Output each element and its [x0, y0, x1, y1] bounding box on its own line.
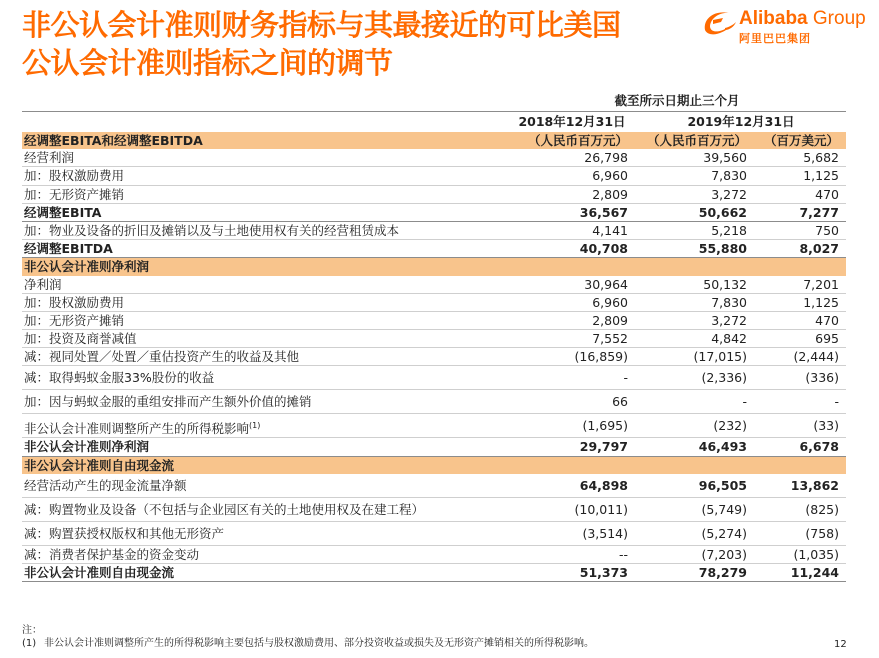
col1-date-header: 2018年12月31日 — [514, 112, 630, 133]
value-col1: 26,798 — [584, 150, 628, 166]
value-col3: 1,125 — [803, 168, 839, 184]
value-col3: 7,201 — [803, 276, 839, 292]
table-row — [22, 522, 846, 546]
table-row — [22, 438, 846, 456]
footnote — [22, 624, 594, 650]
value-col3: 6,678 — [799, 439, 839, 455]
value-col3: 13,862 — [790, 477, 839, 493]
unit-header-col2: （人民币百万元） — [646, 133, 747, 148]
value-col1: 36,567 — [579, 204, 628, 220]
value-col1: 29,797 — [579, 439, 628, 455]
table-row — [22, 546, 846, 564]
row-label: 非公认会计准则自由现金流 — [24, 565, 175, 580]
value-col3: 1,125 — [803, 294, 839, 310]
value-col1: 2,809 — [592, 186, 628, 202]
value-col1: - — [623, 370, 628, 386]
row-label: 减：取得蚂蚁金服33%股份的收益 — [24, 370, 215, 386]
section-header — [22, 457, 846, 474]
row-label: 经调整EBITDA — [24, 241, 113, 257]
footnote-number: (1) — [22, 638, 37, 649]
value-col2: 50,662 — [698, 204, 747, 220]
logo-english-text: Alibaba Group — [739, 8, 866, 29]
row-label: 经调整EBITA — [24, 204, 102, 220]
section-header — [22, 258, 846, 275]
value-col2: 4,842 — [711, 331, 747, 347]
table-row — [22, 186, 846, 204]
row-label: 加：无形资产摊销 — [24, 312, 125, 328]
value-col2: 7,830 — [711, 168, 747, 184]
table-row — [22, 414, 846, 438]
value-col2: 5,218 — [711, 222, 747, 238]
value-col2: 3,272 — [711, 312, 747, 328]
row-label: 加：股权激励费用 — [24, 294, 125, 310]
value-col3: 695 — [815, 331, 839, 347]
value-col3: 470 — [815, 312, 839, 328]
reconciliation-table — [22, 91, 846, 582]
value-col3: (1,035) — [793, 546, 839, 562]
value-col2: 96,505 — [698, 477, 747, 493]
table-row — [22, 366, 846, 390]
value-col1: 40,708 — [579, 241, 628, 257]
value-col3: 5,682 — [803, 150, 839, 166]
footnote-text: 非公认会计准则调整所产生的所得税影响主要包括与股权激励费用、部分投资收益或损失及无形资产摊销相关的所得税影响。 — [44, 638, 594, 649]
value-col3: 750 — [815, 222, 839, 238]
value-col2: 55,880 — [698, 241, 747, 257]
value-col2: 39,560 — [703, 150, 747, 166]
value-col2: (2,336) — [701, 370, 747, 386]
row-label: 非公认会计准则净利润 — [24, 439, 150, 455]
value-col2: 50,132 — [703, 276, 747, 292]
value-col3: (758) — [805, 525, 839, 541]
value-col1: (16,859) — [574, 349, 628, 365]
value-col1: 66 — [612, 394, 628, 410]
logo-chinese-text: 阿里巴巴集团 — [739, 32, 811, 45]
value-col1: 6,960 — [592, 294, 628, 310]
value-col1: 64,898 — [579, 477, 628, 493]
col2-date-header: 2019年12月31日 — [636, 112, 846, 133]
value-col1: (3,514) — [582, 525, 628, 541]
section-title: 经调整EBITA和经调整EBITDA — [24, 133, 203, 148]
title-line-1: 非公认会计准则财务指标与其最接近的可比美国 — [22, 8, 621, 42]
row-label: 加：投资及商誉减值 — [24, 331, 137, 347]
table-row — [22, 204, 846, 222]
value-col1: 4,141 — [592, 222, 628, 238]
value-col1: 30,964 — [584, 276, 628, 292]
date-header-row — [22, 112, 846, 132]
section-title: 非公认会计准则自由现金流 — [24, 457, 175, 473]
value-col3: 8,027 — [799, 241, 839, 257]
row-label: 减：消费者保护基金的资金变动 — [24, 546, 200, 562]
row-label: 减：购置物业及设备（不包括与企业园区有关的土地使用权及在建工程） — [24, 501, 425, 517]
table-row — [22, 149, 846, 167]
value-col2: (7,203) — [701, 546, 747, 562]
alibaba-group-logo — [701, 6, 871, 46]
value-col3: (33) — [813, 418, 839, 434]
page-number: 12 — [834, 639, 847, 650]
value-col2: 46,493 — [698, 439, 747, 455]
row-label: 经营活动产生的现金流量净额 — [24, 477, 187, 493]
table-row — [22, 240, 846, 258]
unit-header-col3: （百万美元） — [763, 133, 839, 148]
table-row — [22, 312, 846, 330]
value-col2: 7,830 — [711, 294, 747, 310]
row-label: 净利润 — [24, 276, 62, 292]
value-col1: 6,960 — [592, 168, 628, 184]
table-row — [22, 276, 846, 294]
table-row — [22, 330, 846, 348]
value-col3: - — [834, 394, 839, 410]
value-col2: 78,279 — [698, 565, 747, 580]
section-header — [22, 132, 846, 149]
page-title — [22, 6, 682, 82]
footnote-ref: (1) — [249, 421, 261, 431]
value-col3: 7,277 — [799, 204, 839, 220]
value-col2: (232) — [713, 418, 747, 434]
value-col3: (825) — [805, 501, 839, 517]
table-row — [22, 348, 846, 366]
value-col3: 470 — [815, 186, 839, 202]
value-col1: (1,695) — [582, 418, 628, 434]
value-col1: (10,011) — [574, 501, 628, 517]
table-row — [22, 474, 846, 498]
section-title: 非公认会计准则净利润 — [24, 259, 150, 275]
row-label: 加：因与蚂蚁金服的重组安排而产生额外价值的摊销 — [24, 394, 312, 410]
value-col1: -- — [618, 546, 628, 562]
value-col2: 3,272 — [711, 186, 747, 202]
value-col2: (5,274) — [701, 525, 747, 541]
value-col3: 11,244 — [790, 565, 839, 580]
value-col3: (2,444) — [793, 349, 839, 365]
period-header: 截至所示日期止三个月 — [614, 93, 740, 108]
value-col1: 51,373 — [579, 565, 628, 580]
table-row — [22, 167, 846, 185]
value-col2: (5,749) — [701, 501, 747, 517]
table-row — [22, 498, 846, 522]
title-line-2: 公认会计准则指标之间的调节 — [22, 46, 393, 80]
row-label: 经营利润 — [24, 150, 75, 166]
period-header-row — [22, 91, 846, 112]
row-label: 加：无形资产摊销 — [24, 186, 125, 202]
value-col2: - — [742, 394, 747, 410]
table-row — [22, 222, 846, 240]
footnote-heading: 注： — [22, 625, 42, 636]
unit-header-col1: （人民币百万元） — [527, 133, 628, 148]
value-col3: (336) — [805, 370, 839, 386]
value-col2: (17,015) — [693, 349, 747, 365]
row-label: 加：股权激励费用 — [24, 168, 125, 184]
row-label: 减：购置获授权版权和其他无形资产 — [24, 525, 225, 541]
alibaba-smile-logo-icon — [701, 8, 739, 38]
table-row — [22, 564, 846, 582]
row-label: 减：视同处置／处置／重估投资产生的收益及其他 — [24, 349, 300, 365]
value-col1: 7,552 — [592, 331, 628, 347]
table-row — [22, 390, 846, 414]
row-label: 非公认会计准则调整所产生的所得税影响$^{(1)}$ — [24, 421, 261, 437]
value-col1: 2,809 — [592, 312, 628, 328]
table-row — [22, 294, 846, 312]
row-label: 加：物业及设备的折旧及摊销以及与土地使用权有关的经营租赁成本 — [24, 222, 400, 238]
